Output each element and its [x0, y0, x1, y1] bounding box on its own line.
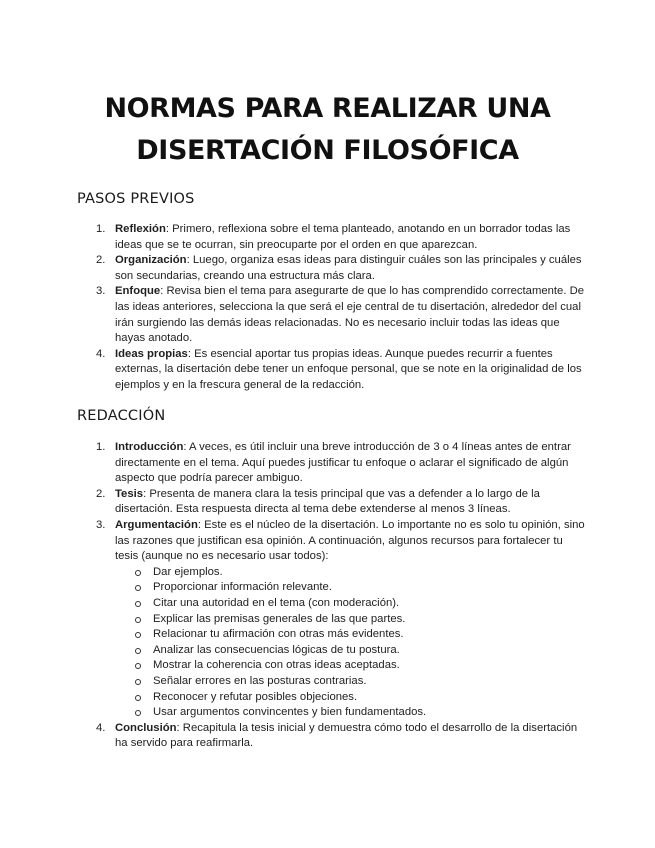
hollow-bullet-icon	[135, 695, 141, 701]
list-item-term: Enfoque	[115, 285, 161, 298]
list-item-term: Argumentación	[115, 518, 198, 531]
argument-resources-list	[135, 565, 585, 721]
hollow-bullet-icon	[135, 570, 141, 576]
list-item-text: : Recapitula la tesis inicial y demuestra cómo todo el desarrollo de la disertación ha servido para reafirmarla.	[115, 721, 578, 750]
page-title-line-2: DISERTACIÓN FILOSÓFICA	[136, 135, 519, 166]
list-item-text: : Es esencial aportar tus propias ideas. Aunque puedes recurrir a fuentes externas, la disertación debe tener un enfoque personal, que se note en la originalidad de los ejemplos y en la frescura general de la redacción.	[115, 347, 582, 391]
list-item-text: : Revisa bien el tema para asegurarte de que lo has comprendido correctamente. De las ideas anteriores, selecciona la que será el eje central de tu disertación, alrededor del cual irán surgiendo las demás ideas relacionadas. No es necesario incluir todas las ideas que hayas anotado.	[115, 285, 585, 345]
hollow-bullet-icon	[135, 632, 141, 638]
list-item	[96, 222, 585, 253]
list-item-number: 4.	[96, 721, 106, 734]
sub-list-item-text: Usar argumentos convincentes y bien fundamentados.	[153, 706, 427, 719]
hollow-bullet-icon	[135, 648, 141, 654]
hollow-bullet-icon	[135, 679, 141, 685]
hollow-bullet-icon	[135, 585, 141, 591]
sub-list-item	[135, 690, 585, 706]
list-item-number: 2.	[96, 254, 106, 267]
sub-list-item-text: Analizar las consecuencias lógicas de tu postura.	[153, 643, 400, 656]
section-heading-redaccion: REDACCIÓN	[77, 408, 166, 424]
sub-list-item	[135, 705, 585, 721]
sub-list-item	[135, 580, 585, 596]
sub-list-item-text: Proporcionar información relevante.	[153, 581, 332, 594]
sub-list-item-text: Explicar las premisas generales de las que partes.	[153, 612, 406, 625]
sub-list-item	[135, 596, 585, 612]
list-item-term: Tesis	[115, 487, 144, 500]
list-item	[96, 440, 585, 487]
list-item	[96, 721, 585, 752]
sub-list-item	[135, 643, 585, 659]
list-item	[96, 518, 585, 721]
list-item-number: 2.	[96, 487, 106, 500]
list-item-text: : Presenta de manera clara la tesis principal que vas a defender a lo largo de la disertación. Esta respuesta directa al tema debe extenderse al menos 3 líneas.	[115, 487, 540, 516]
section-heading-pasos-previos: PASOS PREVIOS	[77, 191, 195, 207]
list-item-text: : Primero, reflexiona sobre el tema planteado, anotando en un borrador todas las ideas que se te ocurran, sin preocuparte por el orden en que aparezcan.	[115, 223, 571, 251]
list-item-term: Organización	[115, 254, 187, 267]
list-item	[96, 487, 585, 518]
list-item-number: 4.	[96, 347, 106, 360]
hollow-bullet-icon	[135, 710, 141, 716]
list-item-term: Reflexión	[115, 223, 166, 235]
list-item-text: : Luego, organiza esas ideas para distinguir cuáles son las principales y cuáles son secundarias, creando una estructura más clara.	[115, 254, 582, 282]
sub-list-item	[135, 565, 585, 581]
list-item-number: 3.	[96, 285, 106, 298]
list-item	[96, 253, 585, 284]
list-item-number: 1.	[96, 441, 106, 453]
list-item-term: Conclusión	[115, 721, 177, 734]
sub-list-item	[135, 674, 585, 690]
list-item	[96, 347, 585, 394]
sub-list-item-text: Citar una autoridad en el tema (con moderación).	[153, 596, 400, 609]
list-item-text: : A veces, es útil incluir una breve introducción de 3 o 4 líneas antes de entrar directamente en el tema. Aquí puedes justificar tu enfoque o aclarar el significado de algún aspecto que podría parecer ambiguo.	[115, 441, 571, 485]
list-item-term: Ideas propias	[115, 347, 188, 360]
sub-list-item-text: Dar ejemplos.	[153, 565, 223, 578]
list-item-number: 1.	[96, 223, 106, 235]
list-item	[96, 284, 585, 346]
sub-list-item-text: Relacionar tu afirmación con otras más evidentes.	[153, 628, 404, 641]
list-item-text: : Este es el núcleo de la disertación. Lo importante no es solo tu opinión, sino las razones que justifican esa opinión. A continuación, algunos recursos para fortalecer tu tesis (aunque no es necesario usar todos):	[115, 518, 585, 563]
hollow-bullet-icon	[135, 617, 141, 623]
redaccion-list	[96, 440, 585, 752]
hollow-bullet-icon	[135, 601, 141, 607]
page-title-line-1: NORMAS PARA REALIZAR UNA	[104, 93, 551, 124]
sub-list-item-text: Reconocer y refutar posibles objeciones.	[153, 690, 358, 703]
sub-list-item	[135, 612, 585, 628]
sub-list-item-text: Señalar errores en las posturas contrarias.	[153, 674, 367, 687]
sub-list-item-text: Mostrar la coherencia con otras ideas aceptadas.	[153, 659, 400, 672]
list-item-number: 3.	[96, 518, 106, 531]
hollow-bullet-icon	[135, 663, 141, 669]
pasos-previos-list	[96, 222, 585, 394]
list-item-term: Introducción	[115, 441, 184, 453]
page-title	[0, 88, 655, 172]
sub-list-item	[135, 658, 585, 674]
sub-list-item	[135, 627, 585, 643]
